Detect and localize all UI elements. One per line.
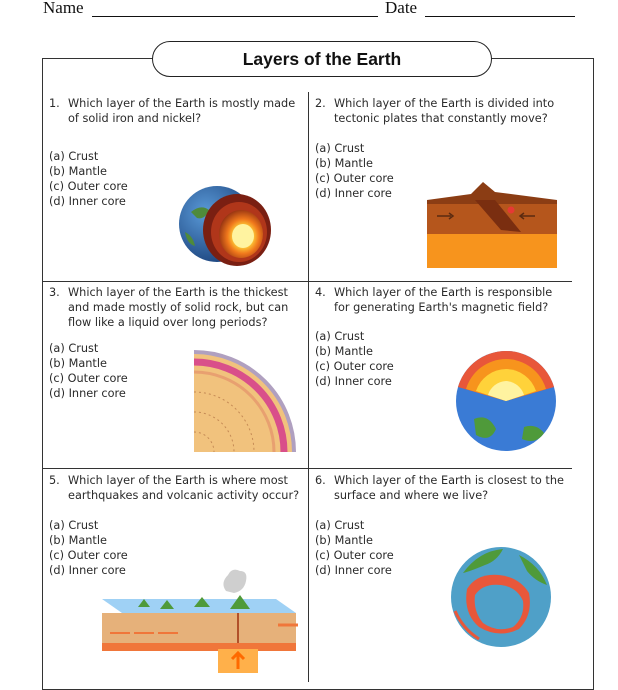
question-4: [315, 285, 565, 315]
question-number: 6.: [315, 474, 326, 487]
options-1: [49, 149, 128, 209]
option-a[interactable]: (a) Crust: [315, 330, 365, 343]
options-2: [315, 141, 394, 201]
question-number: 4.: [315, 286, 326, 299]
question-number: 1.: [49, 97, 60, 110]
question-text: Which layer of the Earth is the thickest and made mostly of solid rock, but can flow like a liquid over long periods?: [68, 286, 289, 329]
date-line[interactable]: [425, 16, 575, 17]
options-6: [315, 518, 394, 578]
question-text: Which layer of the Earth is closest to the surface and where we live?: [334, 474, 564, 502]
option-a[interactable]: (a) Crust: [315, 519, 365, 532]
option-c[interactable]: (c) Outer core: [49, 180, 128, 193]
option-d[interactable]: (d) Inner core: [315, 187, 392, 200]
option-a[interactable]: (a) Crust: [49, 150, 99, 163]
option-b[interactable]: (b) Mantle: [49, 534, 107, 547]
option-d[interactable]: (d) Inner core: [49, 195, 126, 208]
option-d[interactable]: (d) Inner core: [315, 564, 392, 577]
option-a[interactable]: (a) Crust: [315, 142, 365, 155]
options-4: [315, 329, 394, 389]
cracked-globe-icon: [449, 545, 553, 649]
question-6: [315, 473, 565, 503]
question-3: [49, 285, 301, 330]
option-d[interactable]: (d) Inner core: [49, 564, 126, 577]
name-label: Name: [43, 0, 84, 17]
column-divider: [308, 92, 309, 682]
question-text: Which layer of the Earth is mostly made of solid iron and nickel?: [68, 97, 296, 125]
row-divider-2: [42, 468, 572, 469]
option-d[interactable]: (d) Inner core: [49, 387, 126, 400]
question-5: [49, 473, 301, 503]
question-number: 2.: [315, 97, 326, 110]
question-number: 5.: [49, 474, 60, 487]
name-line[interactable]: [92, 16, 378, 17]
option-d[interactable]: (d) Inner core: [315, 375, 392, 388]
option-c[interactable]: (c) Outer core: [315, 549, 394, 562]
option-a[interactable]: (a) Crust: [49, 519, 99, 532]
mantle-quarter-section-icon: [194, 350, 296, 454]
option-b[interactable]: (b) Mantle: [315, 345, 373, 358]
option-b[interactable]: (b) Mantle: [315, 157, 373, 170]
option-a[interactable]: (a) Crust: [49, 342, 99, 355]
option-c[interactable]: (c) Outer core: [315, 360, 394, 373]
option-c[interactable]: (c) Outer core: [49, 372, 128, 385]
volcano-plate-section-icon: [98, 563, 304, 673]
earth-core-cutaway-icon: [175, 182, 277, 270]
option-b[interactable]: (b) Mantle: [49, 165, 107, 178]
options-3: [49, 341, 128, 401]
option-b[interactable]: (b) Mantle: [49, 357, 107, 370]
option-c[interactable]: (c) Outer core: [49, 549, 128, 562]
earth-globe-cutaway-icon: [454, 349, 558, 453]
question-text: Which layer of the Earth is divided into tectonic plates that constantly move?: [334, 97, 555, 125]
question-text: Which layer of the Earth is responsible for generating Earth's magnetic field?: [334, 286, 553, 314]
question-2: [315, 96, 565, 126]
row-divider-1: [42, 281, 572, 282]
question-1: [49, 96, 299, 126]
tectonic-plates-block-icon: [425, 178, 559, 270]
option-b[interactable]: (b) Mantle: [315, 534, 373, 547]
date-label: Date: [385, 0, 418, 17]
worksheet-title: Layers of the Earth: [242, 48, 402, 69]
option-c[interactable]: (c) Outer core: [315, 172, 394, 185]
worksheet-title-box: [152, 41, 492, 77]
question-text: Which layer of the Earth is where most earthquakes and volcanic activity occur?: [68, 474, 300, 502]
question-number: 3.: [49, 286, 60, 299]
